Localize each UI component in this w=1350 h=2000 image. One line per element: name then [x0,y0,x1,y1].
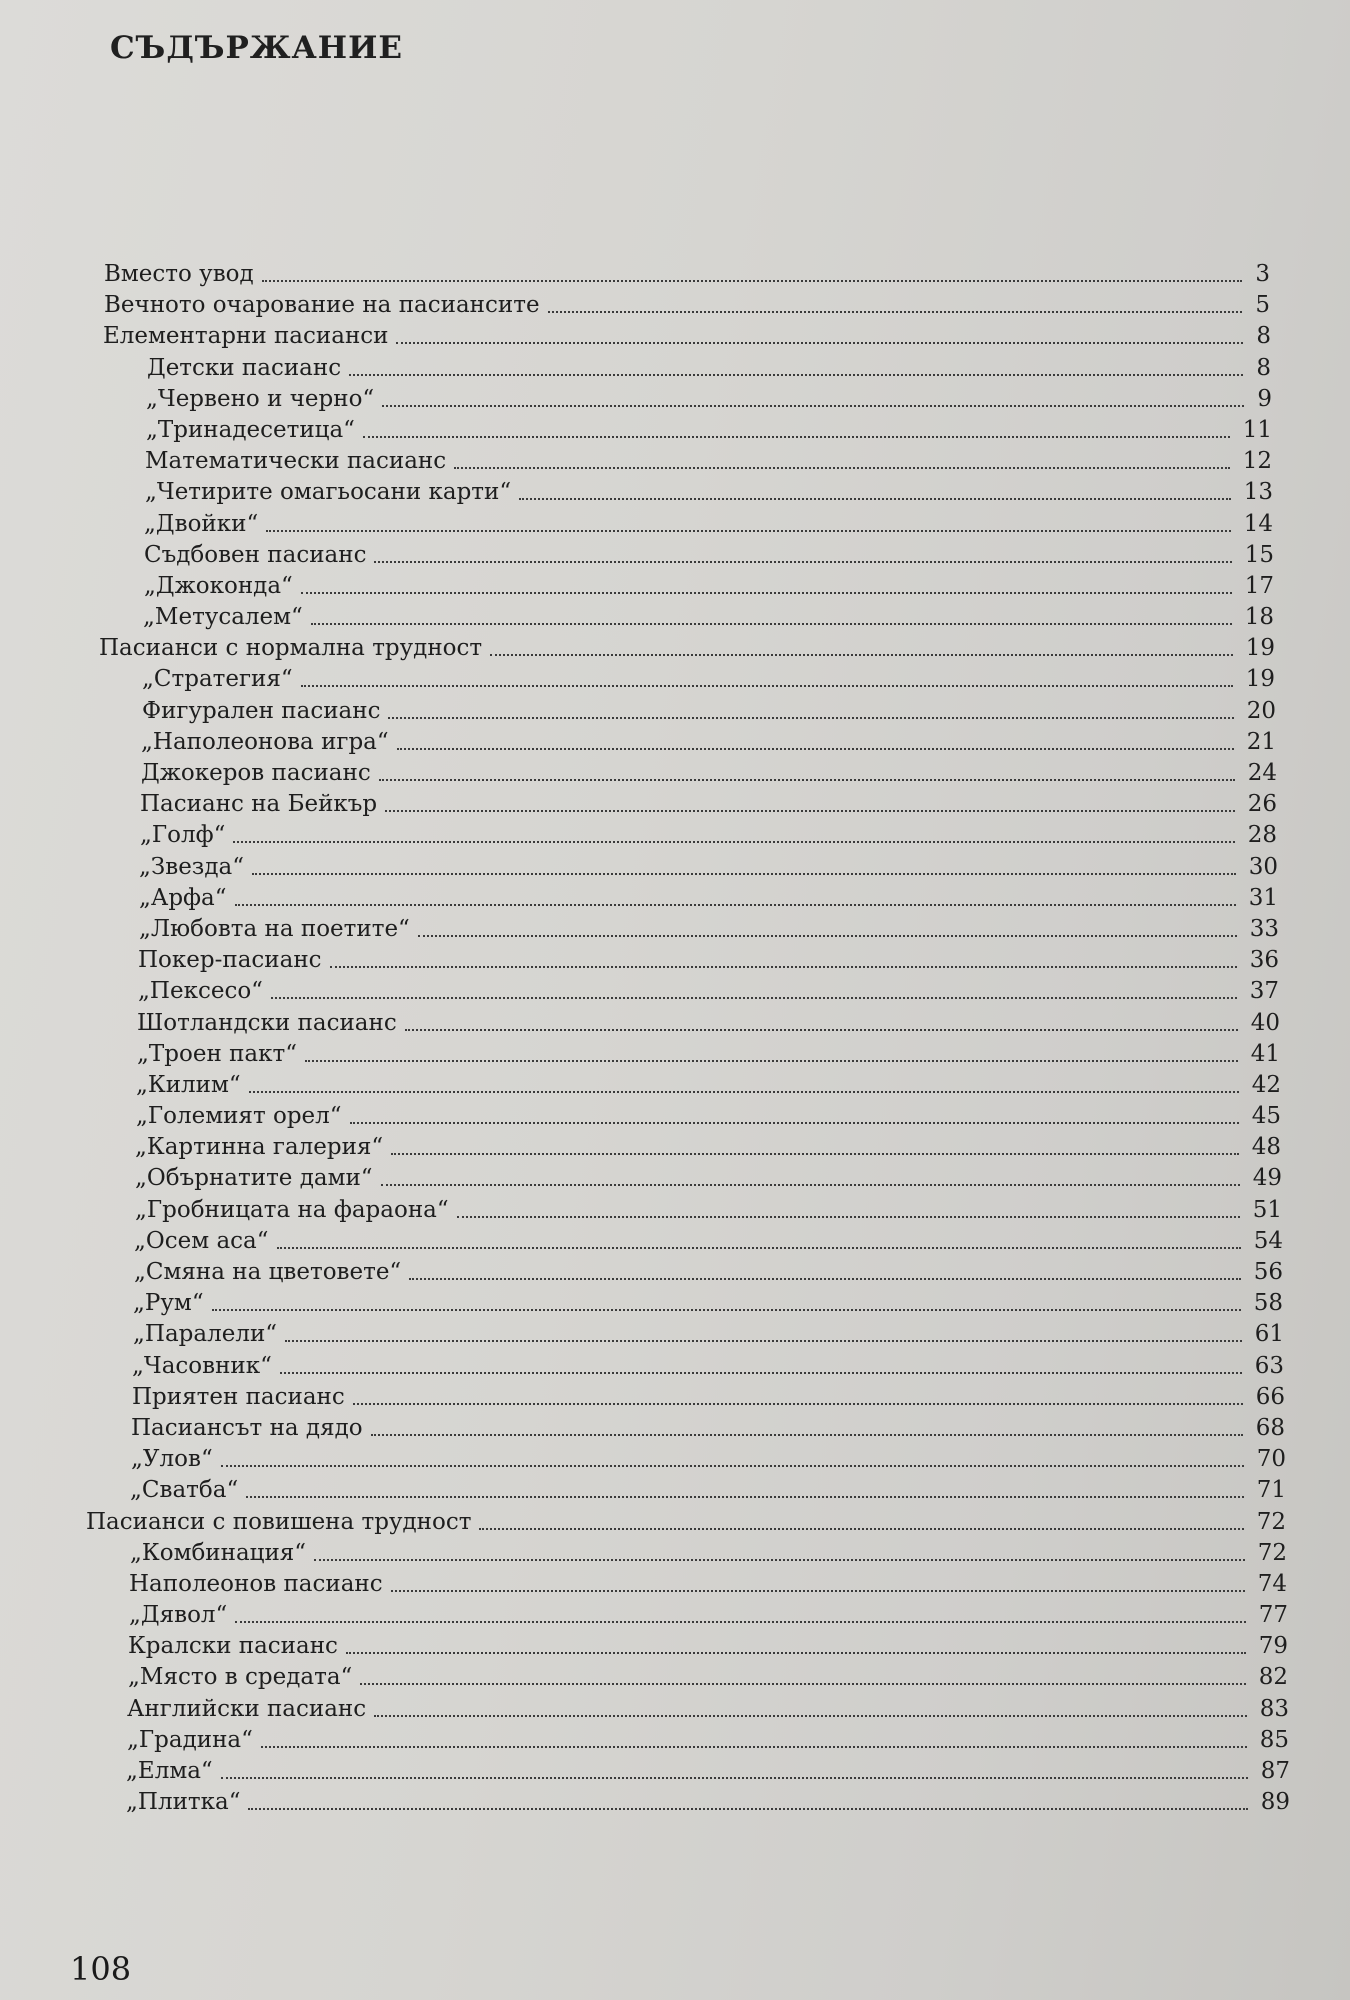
toc-entry-page: 20 [1246,697,1276,724]
dot-leader [221,1777,1248,1779]
dot-leader [418,935,1237,937]
toc-entry-label: „Наполеонова игра“ [141,728,389,755]
toc-entry-page: 17 [1244,572,1274,599]
dot-leader [490,654,1233,656]
toc-entry-label: Елементарни пасианси [103,323,389,350]
toc-entry-page: 15 [1244,541,1274,568]
toc-entry[interactable] [0,1444,1350,1475]
dot-leader [409,1278,1241,1280]
dot-leader [391,1153,1239,1155]
toc-entry-page: 87 [1260,1758,1290,1784]
toc-entry[interactable] [0,353,1350,384]
toc-entry-label: „Големият орел“ [136,1103,342,1130]
toc-entry[interactable] [0,633,1350,664]
toc-entry[interactable] [0,1351,1350,1382]
toc-entry-label: „Паралели“ [133,1321,278,1348]
toc-entry-page: 48 [1251,1134,1281,1161]
toc-entry-label: „Дявол“ [129,1602,228,1629]
dot-leader [371,1434,1243,1436]
toc-entry[interactable] [0,976,1350,1007]
toc-entry-page: 51 [1252,1196,1282,1223]
dot-leader [405,1029,1238,1031]
toc-entry-label: „Обърнатите дами“ [135,1165,373,1192]
toc-entry-label: „Улов“ [131,1446,213,1473]
toc-entry[interactable] [0,1662,1350,1693]
dot-leader [305,1060,1238,1062]
toc-entry[interactable] [0,1631,1350,1662]
toc-entry[interactable] [0,1195,1350,1226]
toc-entry-label: „Градина“ [127,1726,253,1753]
toc-entry[interactable] [0,571,1350,602]
toc-entry-page: 21 [1246,728,1276,755]
toc-entry[interactable] [0,914,1350,945]
toc-entry-label: Кралски пасианс [128,1633,338,1660]
dot-leader [212,1309,1241,1311]
toc-entry-label: „Арфа“ [139,884,227,911]
dot-leader [388,717,1234,719]
toc-entry[interactable] [0,602,1350,633]
toc-entry-page: 11 [1242,416,1272,443]
toc-entry-page: 24 [1247,760,1277,786]
dot-leader [350,1122,1239,1124]
toc-entry-label: „Любовта на поетите“ [139,915,410,942]
toc-entry-page: 77 [1258,1602,1288,1629]
toc-entry-page: 19 [1245,635,1275,662]
toc-entry-label: „Гробницата на фараона“ [135,1196,449,1223]
toc-entry[interactable] [0,1382,1350,1413]
toc-entry[interactable] [0,852,1350,883]
toc-entry[interactable] [0,1694,1350,1725]
toc-entry[interactable] [0,1507,1350,1538]
dot-leader [301,592,1232,594]
dot-leader [360,1683,1246,1685]
toc-entry[interactable] [0,1413,1350,1444]
table-of-contents [0,259,1350,1818]
toc-entry[interactable] [0,696,1350,727]
toc-entry-label: „Двойки“ [144,510,259,537]
dot-leader [382,405,1244,407]
dot-leader [271,997,1237,999]
toc-entry-label: Вечното очарование на пасиансите [104,292,540,319]
toc-entry[interactable] [0,1569,1350,1600]
toc-entry[interactable] [0,883,1350,914]
dot-leader [221,1465,1244,1467]
toc-entry-page: 70 [1256,1446,1286,1473]
toc-entry-label: Пасианси с нормална трудност [99,635,483,662]
toc-entry-page: 42 [1251,1071,1281,1098]
toc-entry[interactable] [0,384,1350,415]
toc-entry-label: Фигурален пасианс [142,697,381,724]
toc-entry-page: 13 [1243,479,1273,506]
dot-leader [457,1216,1240,1218]
dot-leader [301,685,1233,687]
toc-entry[interactable] [0,1039,1350,1070]
toc-entry-page: 41 [1250,1040,1280,1067]
dot-leader [396,342,1243,344]
toc-entry-label: „Килим“ [136,1071,241,1098]
toc-entry-page: 8 [1256,323,1271,350]
toc-entry[interactable] [0,446,1350,477]
toc-entry[interactable] [0,477,1350,508]
dot-leader [374,561,1232,563]
page-number: 108 [70,1950,132,1988]
toc-entry-page: 74 [1257,1570,1287,1597]
toc-entry[interactable] [0,727,1350,758]
toc-entry-label: Приятен пасианс [132,1383,345,1410]
toc-entry-page: 61 [1254,1321,1284,1348]
toc-entry-label: „Пексесо“ [138,978,263,1005]
toc-entry-label: „Четирите омагьосани карти“ [145,479,512,506]
dot-leader [233,841,1235,843]
toc-entry-page: 36 [1249,947,1279,974]
dot-leader [314,1559,1245,1561]
toc-entry-page: 5 [1255,292,1270,319]
toc-entry-label: „Елма“ [126,1758,213,1784]
toc-entry-label: Наполеонов пасианс [129,1570,383,1597]
toc-entry-label: Шотландски пасианс [137,1009,397,1036]
toc-entry[interactable] [0,1600,1350,1631]
toc-entry[interactable] [0,820,1350,851]
toc-entry[interactable] [0,1288,1350,1319]
toc-entry-label: Детски пасианс [147,354,342,381]
toc-entry-label: Английски пасианс [127,1695,367,1722]
toc-entry[interactable] [0,789,1350,820]
toc-entry[interactable] [0,321,1350,352]
toc-entry-page: 82 [1258,1664,1288,1691]
toc-entry[interactable] [0,1538,1350,1569]
dot-leader [249,1091,1239,1093]
toc-entry-label: „Джоконда“ [144,572,293,599]
toc-entry-page: 12 [1242,448,1272,475]
toc-entry-page: 66 [1255,1383,1285,1410]
toc-entry-label: „Червено и черно“ [146,385,375,412]
toc-entry[interactable] [0,1101,1350,1132]
toc-entry[interactable] [0,1787,1350,1818]
toc-entry-page: 40 [1250,1009,1280,1036]
dot-leader [277,1247,1241,1249]
toc-entry[interactable] [0,1163,1350,1194]
toc-entry-page: 89 [1260,1789,1290,1816]
dot-leader [349,374,1243,376]
toc-entry-label: Пасианс на Бейкър [140,791,378,818]
dot-leader [266,530,1231,532]
dot-leader [235,904,1236,906]
toc-entry[interactable] [0,1475,1350,1506]
dot-leader [235,1621,1246,1623]
toc-entry-label: „Смяна на цветовете“ [134,1259,402,1285]
dot-leader [261,1746,1247,1748]
toc-entry-page: 58 [1253,1290,1283,1317]
toc-entry[interactable] [0,1319,1350,1350]
toc-entry-label: „Стратегия“ [142,666,293,693]
toc-entry-page: 72 [1256,1508,1286,1535]
toc-entry-page: 71 [1256,1477,1286,1504]
toc-entry-page: 28 [1247,822,1277,849]
toc-entry[interactable] [0,415,1350,446]
toc-entry-page: 56 [1253,1259,1283,1285]
toc-entry-label: „Осем аса“ [134,1227,269,1254]
toc-entry-page: 85 [1259,1726,1289,1753]
dot-leader [381,1184,1240,1186]
toc-entry-label: Математически пасианс [145,448,447,475]
dot-leader [479,1528,1244,1530]
toc-entry-page: 63 [1254,1352,1284,1379]
dot-leader [311,623,1232,625]
toc-entry-page: 79 [1258,1633,1288,1660]
toc-entry[interactable] [0,290,1350,321]
toc-entry-page: 54 [1253,1227,1283,1254]
toc-entry-label: „Тринадесетица“ [146,416,355,443]
toc-entry[interactable] [0,1257,1350,1288]
toc-entry-label: „Място в средата“ [128,1664,353,1691]
dot-leader [262,280,1242,282]
toc-entry-label: „Троен пакт“ [137,1040,297,1067]
toc-entry-label: „Картинна галерия“ [135,1134,384,1161]
dot-leader [379,779,1235,781]
toc-entry-page: 18 [1244,604,1274,631]
dot-leader [397,748,1234,750]
toc-entry-label: Съдбовен пасианс [144,541,367,568]
toc-entry[interactable] [0,758,1350,789]
dot-leader [353,1403,1243,1405]
toc-entry-label: „Плитка“ [126,1789,241,1816]
toc-entry-label: „Звезда“ [139,853,244,880]
dot-leader [246,1496,1244,1498]
toc-entry-page: 33 [1249,915,1279,942]
toc-entry[interactable] [0,259,1350,290]
toc-entry-label: Пасианси с повишена трудност [86,1508,472,1535]
dot-leader [391,1590,1245,1592]
toc-entry-label: „Метусалем“ [143,604,303,631]
toc-entry-page: 8 [1256,354,1271,381]
toc-entry-page: 49 [1252,1165,1282,1192]
toc-entry-page: 31 [1248,884,1278,911]
toc-entry-page: 83 [1259,1695,1289,1722]
dot-leader [548,311,1242,313]
toc-entry-page: 37 [1249,978,1279,1005]
dot-leader [252,873,1236,875]
toc-entry-label: „Часовник“ [132,1352,272,1379]
toc-entry[interactable] [0,664,1350,695]
dot-leader [330,966,1237,968]
dot-leader [363,436,1230,438]
toc-entry-label: „Голф“ [140,822,226,849]
toc-entry[interactable] [0,509,1350,540]
toc-entry[interactable] [0,1070,1350,1101]
toc-entry[interactable] [0,1008,1350,1039]
dot-leader [248,1808,1248,1810]
toc-entry-label: Пасиансът на дядо [131,1414,363,1441]
dot-leader [346,1652,1246,1654]
toc-entry-label: Покер-пасианс [138,947,322,974]
toc-entry-label: Вместо увод [104,261,254,287]
toc-entry-page: 72 [1257,1539,1287,1566]
toc-entry-label: „Сватба“ [130,1477,239,1504]
toc-entry-page: 9 [1257,385,1272,412]
toc-entry[interactable] [0,1226,1350,1257]
toc-entry-page: 26 [1247,791,1277,818]
toc-entry[interactable] [0,540,1350,571]
dot-leader [374,1715,1247,1717]
toc-entry-page: 68 [1255,1414,1285,1441]
dot-leader [280,1372,1242,1374]
toc-entry-page: 19 [1245,666,1275,693]
toc-entry-page: 30 [1248,853,1278,880]
toc-entry[interactable] [0,1132,1350,1163]
dot-leader [385,810,1235,812]
toc-entry-label: „Комбинация“ [130,1539,307,1566]
toc-entry[interactable] [0,1725,1350,1756]
toc-entry-page: 14 [1243,510,1273,537]
toc-entry-label: Джокеров пасианс [141,760,371,786]
toc-entry[interactable] [0,945,1350,976]
toc-entry-page: 3 [1255,261,1270,287]
toc-entry-page: 45 [1251,1103,1281,1130]
dot-leader [454,467,1230,469]
dot-leader [519,498,1231,500]
page-title: СЪДЪРЖАНИЕ [110,30,403,66]
toc-entry-label: „Рум“ [133,1290,204,1317]
dot-leader [285,1340,1242,1342]
toc-entry[interactable] [0,1756,1350,1787]
